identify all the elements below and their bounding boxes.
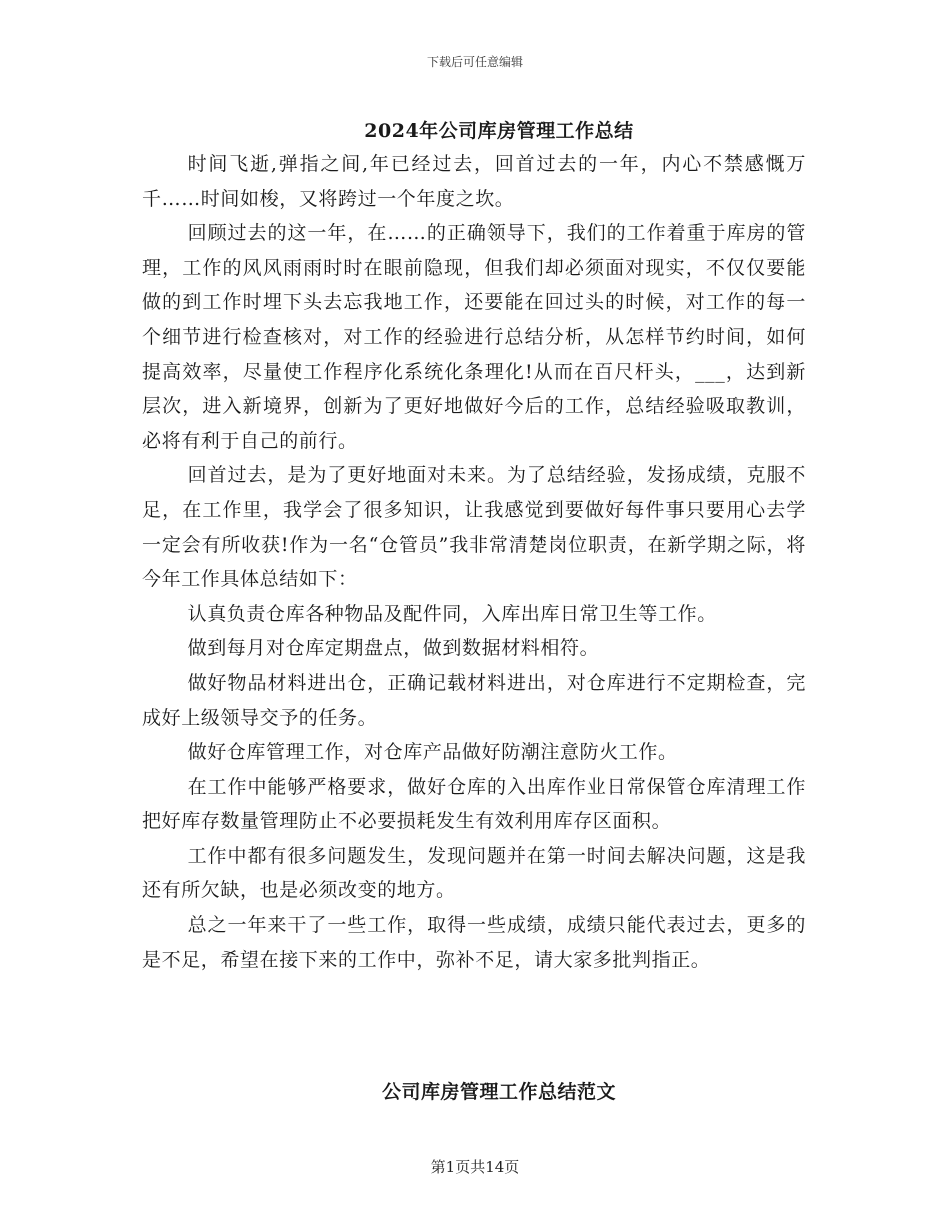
paragraph-5: 做到每月对仓库定期盘点，做到数据材料相符。 [187, 637, 600, 660]
document-title: 2024年公司库房管理工作总结 [364, 120, 634, 142]
section-subtitle: 公司库房管理工作总结范文 [381, 1081, 616, 1103]
paragraph-1: 时间飞逝,弹指之间,年已经过去，回首过去的一年，内心不禁感慨万千……时间如梭，又将跨过一个年度之坎。 [142, 153, 806, 210]
header-note: 下载后可任意编辑 [426, 55, 523, 69]
paragraph-7: 做好仓库管理工作，对仓库产品做好防潮注意防火工作。 [187, 741, 678, 764]
document-body [142, 147, 806, 977]
paragraph-8: 在工作中能够严格要求，做好仓库的入出库作业日常保管仓库清理工作把好库存数量管理防止不必要损耗发生有效利用库存区面积。 [142, 775, 806, 833]
paragraph-3: 回首过去，是为了更好地面对未来。为了总结经验，发扬成绩，克服不足，在工作里，我学会了很多知识，让我感觉到要做好每件事只要用心去学一定会有所收获!作为一名“仓管员”我非常清楚岗位职责，在新学期之际，将今年工作具体总结如下： [142, 464, 806, 591]
paragraph-4: 认真负责仓库各种物品及配件同，入库出库日常卫生等工作。 [187, 602, 717, 625]
page-indicator: 第1页共14页 [430, 1158, 520, 1176]
paragraph-6: 做好物品材料进出仓，正确记载材料进出，对仓库进行不定期检查，完成好上级领导交予的任务。 [142, 671, 806, 729]
paragraph-10: 总之一年来干了一些工作，取得一些成绩，成绩只能代表过去，更多的是不足，希望在接下来的工作中，弥补不足，请大家多批判指正。 [142, 914, 806, 971]
paragraph-9: 工作中都有很多问题发生，发现问题并在第一时间去解决问题，这是我还有所欠缺，也是必须改变的地方。 [142, 844, 806, 902]
paragraph-2: 回顾过去的这一年，在……的正确领导下，我们的工作着重于库房的管理，工作的风风雨雨时时在眼前隐现，但我们却必须面对现实，不仅仅要能做的到工作时埋下头去忘我地工作，还要能在回过头的时候，对工作的每一个细节进行检查核对，对工作的经验进行总结分析，从怎样节约时间，如何提高效率，尽量使工作程序化系统化条理化!从而在百尺杆头，___，达到新层次，进入新境界，创新为了更好地做好今后的工作，总结经验吸取教训，必将有利于自己的前行。 [142, 222, 806, 452]
